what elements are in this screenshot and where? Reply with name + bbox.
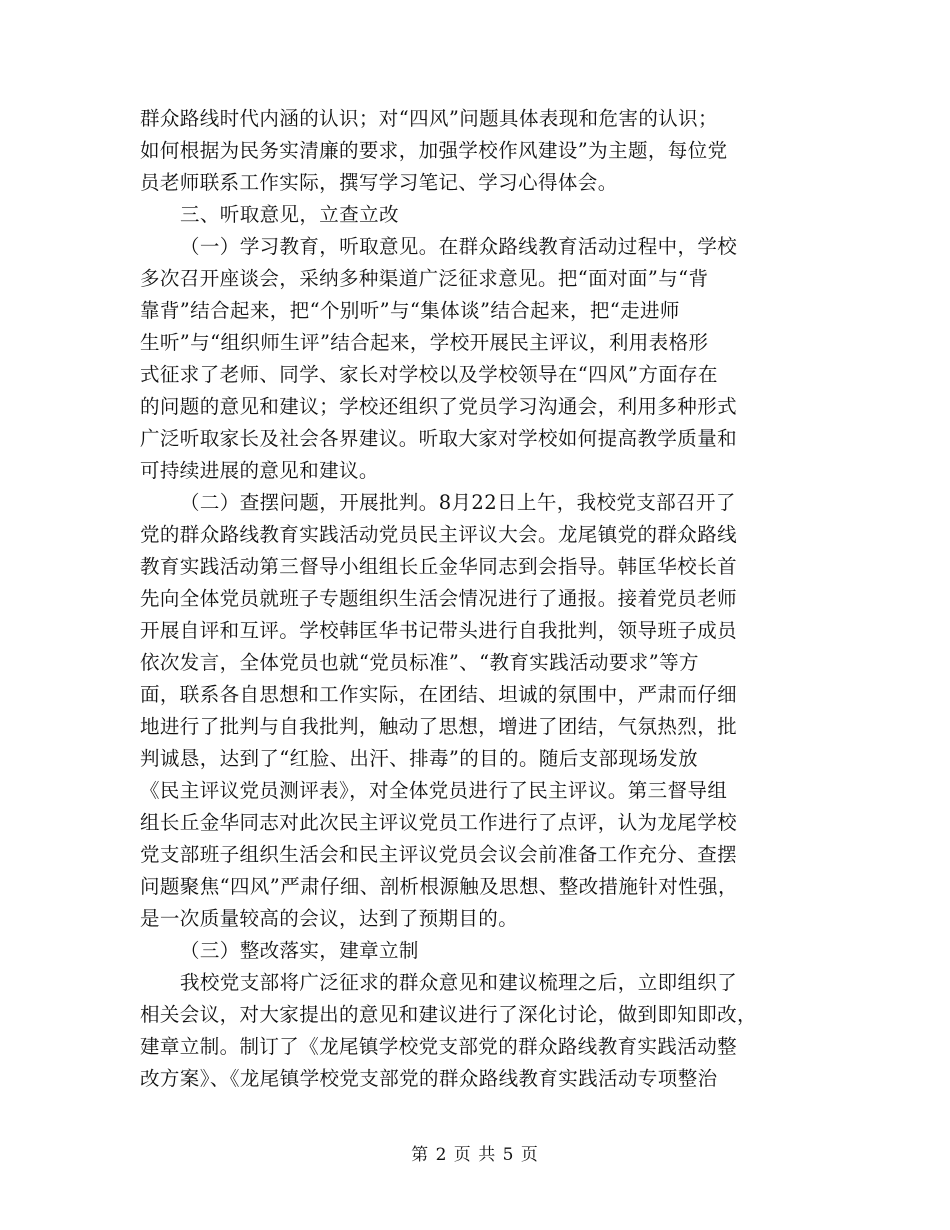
body-text [140,103,800,1095]
text-line: 组长丘金华同志对此次民主评议党员工作进行了点评，认为龙尾学校 [140,811,738,834]
paragraph-start: （一）学习教育，听取意见。在群众路线教育活动过程中，学校 [180,235,738,258]
text-line: 建章立制。制订了《龙尾镇学校党支部党的群众路线教育实践活动整 [140,1035,738,1058]
text-line: 相关会议，对大家提出的意见和建议进行了深化讨论，做到即知即改， [140,1003,757,1026]
section-heading: 三、听取意见，立查立改 [180,203,399,226]
text-line: 是一次质量较高的会议，达到了预期目的。 [140,907,519,930]
text-line: 的问题的意见和建议；学校还组织了党员学习沟通会，利用多种形式 [140,395,738,418]
text-line: 可持续进展的意见和建议。 [140,459,379,482]
paragraph-start: 我校党支部将广泛征求的群众意见和建议梳理之后，立即组织了 [180,971,738,994]
text-line: 开展自评和互评。学校韩匡华书记带头进行自我批判，领导班子成员 [140,619,738,642]
text-line: 如何根据为民务实清廉的要求，加强学校作风建设”为主题，每位党 [140,139,728,162]
paragraph-start: （二）查摆问题，开展批判。8月22日上午，我校党支部召开了 [180,491,736,514]
page-number-footer: 第 2 页 共 5 页 [411,1145,539,1165]
text-line: 判诚恳，达到了“红脸、出汗、排毒”的目的。随后支部现场发放 [140,747,699,770]
text-line: 靠背”结合起来，把“个别听”与“集体谈”结合起来，把“走进师 [140,299,680,322]
text-line: 员老师联系工作实际，撰写学习笔记、学习心得体会。 [140,171,618,194]
text-line: 多次召开座谈会，采纳多种渠道广泛征求意见。把“面对面”与“背 [140,267,709,290]
text-line: 面，联系各自思想和工作实际，在团结、坦诚的氛围中，严肃而仔细 [140,683,738,706]
text-line: 党的群众路线教育实践活动党员民主评议大会。龙尾镇党的群众路线 [140,523,738,546]
text-line: 生听”与“组织师生评”结合起来，学校开展民主评议，利用表格形 [140,331,709,354]
text-line: 党支部班子组织生活会和民主评议党员会议会前准备工作充分、查摆 [140,843,738,866]
text-line: 广泛听取家长及社会各界建议。听取大家对学校如何提高教学质量和 [140,427,738,450]
text-line: 地进行了批判与自我批判，触动了思想，增进了团结，气氛热烈，批 [140,715,738,738]
text-line: 先向全体党员就班子专题组织生活会情况进行了通报。接着党员老师 [140,587,738,610]
text-line: 依次发言，全体党员也就“党员标准”、“教育实践活动要求”等方 [140,651,699,674]
text-line: 改方案》、《龙尾镇学校党支部党的群众路线教育实践活动专项整治 [140,1067,718,1090]
text-line: 群众路线时代内涵的认识；对“四风”问题具体表现和危害的认识； [140,107,718,130]
text-line: 问题聚焦“四风”严肃仔细、剖析根源触及思想、整改措施针对性强， [140,875,738,898]
text-line: 《民主评议党员测评表》，对全体党员进行了民主评议。第三督导组 [140,779,728,802]
subsection-heading: （三）整改落实，建章立制 [180,939,419,962]
text-line: 教育实践活动第三督导小组组长丘金华同志到会指导。韩匡华校长首 [140,555,738,578]
text-line: 式征求了老师、同学、家长对学校以及学校领导在“四风”方面存在 [140,363,718,386]
